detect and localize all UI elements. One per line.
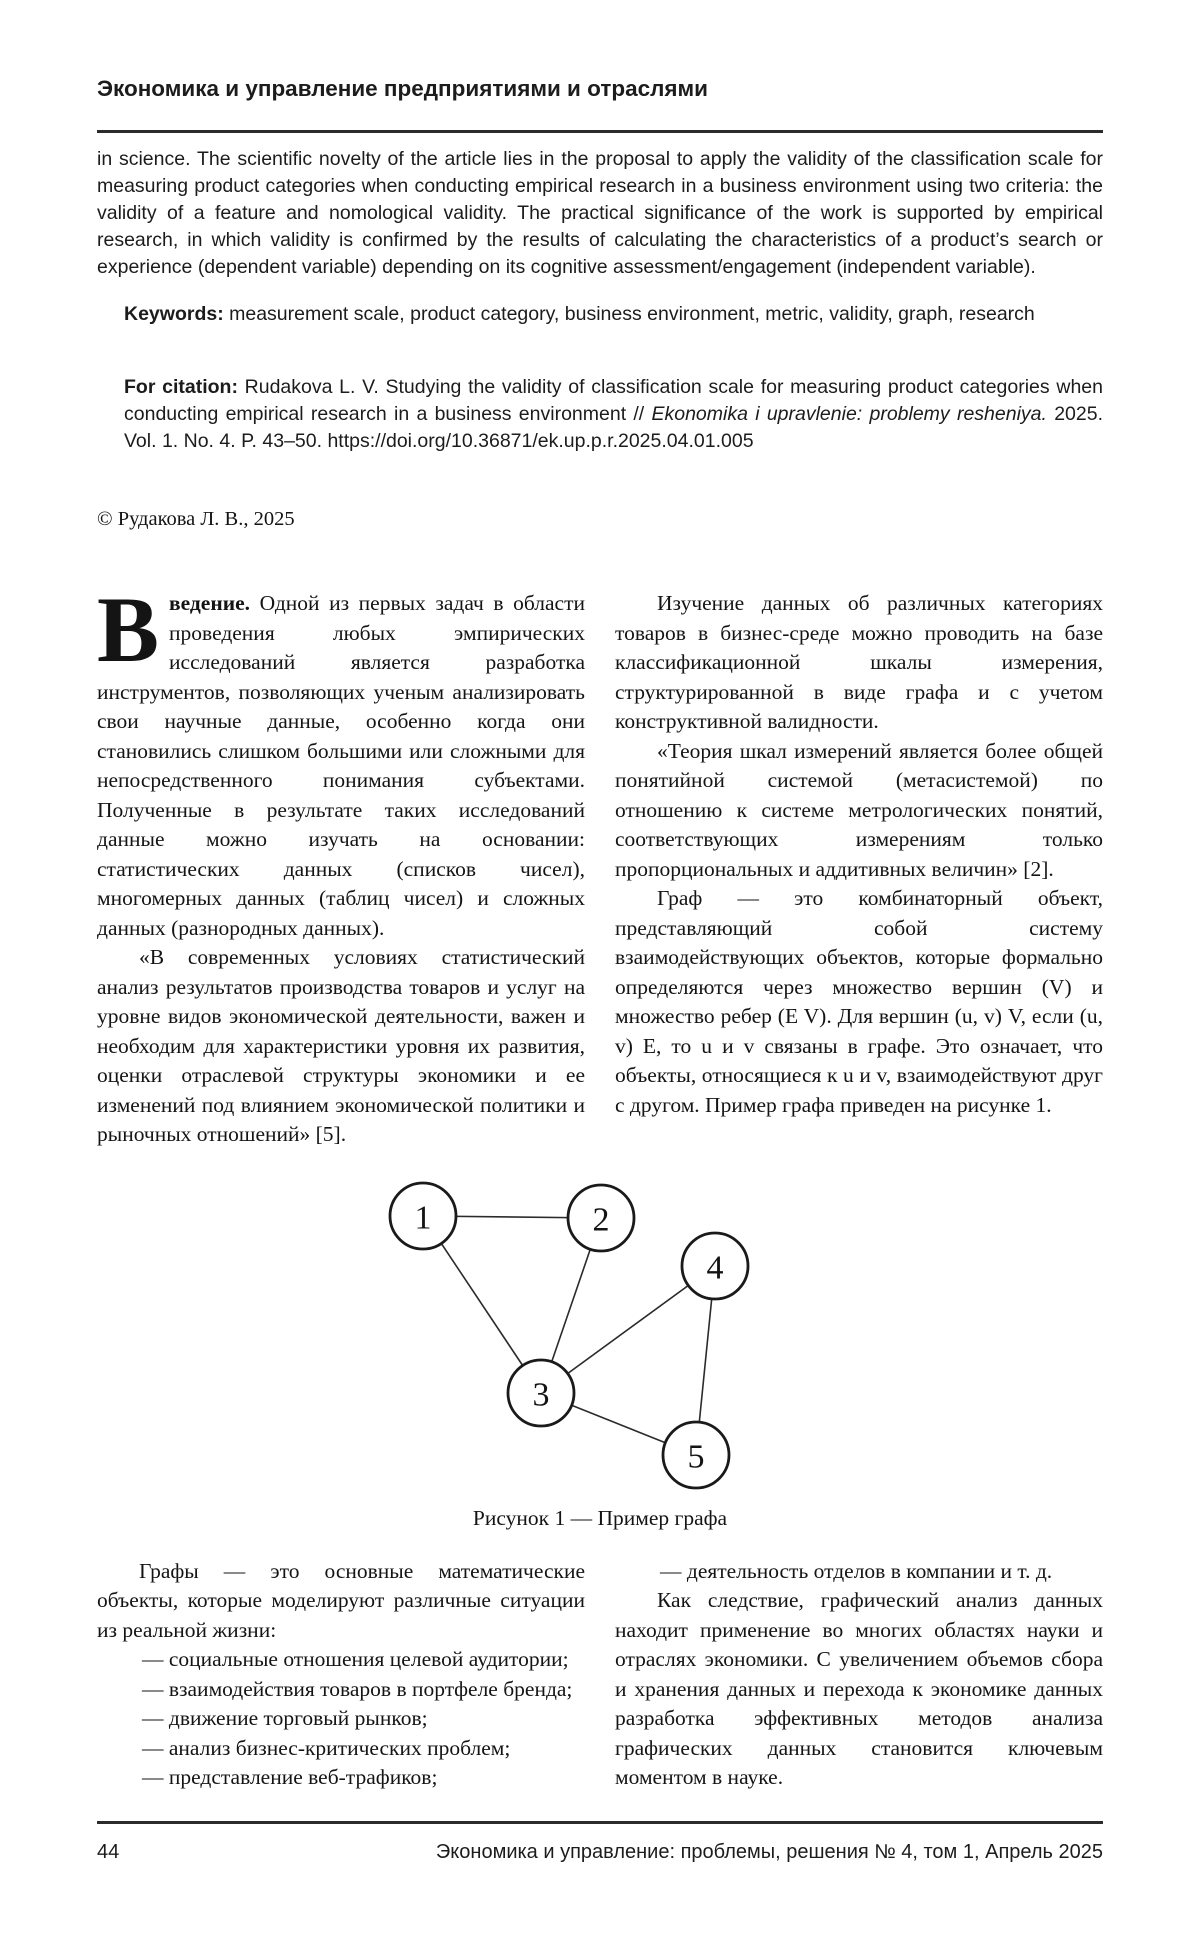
figure-caption: Рисунок 1 — Пример графа <box>472 1505 728 1530</box>
graph-node-label-4: 4 <box>706 1249 724 1287</box>
right-paragraph-3: Граф — это комбинаторный объект, представляющий собой систему взаимодействующих объектов, которые формально определяются через множество вершин (V) и множество ребер (E V). Для вершин (u, v) V, если (u, v) E, то u и v связаны в графе. Это означает, что объекты, относящиеся к u и v, взаимодействуют друг с другом. Пример графа приведен на рисунке 1. <box>615 886 1103 1117</box>
intro-lead-word: ведение. <box>169 591 251 616</box>
footer-row <box>97 1841 1103 1864</box>
body-columns-top <box>97 579 1103 1150</box>
page-number: 44 <box>97 1840 120 1863</box>
copyright-line: © Рудакова Л. В., 2025 <box>97 507 295 530</box>
list-item: — анализ бизнес-критических проблем; <box>142 1735 511 1760</box>
conclusion-paragraph: Как следствие, графический анализ данных находит применение во многих областях науки и отраслях экономики. С увеличением объемов сбора и хранения данных и перехода к экономике данных разработка эффективных методов анализа графических данных становится ключевым моментом в науке. <box>615 1588 1103 1790</box>
graph-figure-svg <box>365 1174 835 1496</box>
intro-paragraph <box>97 579 585 943</box>
list-item: — деятельность отделов в компании и т. д. <box>660 1558 1053 1583</box>
left-column <box>97 579 585 1150</box>
graph-node-label-1: 1 <box>414 1199 432 1237</box>
page-footer <box>97 1793 1103 1934</box>
right-paragraph-2: «Теория шкал измерений является более общей понятийной системой (метасистемой) по отношению к системе метрологических понятий, соответствующих измерениям только пропорциональных и аддитивных величин» [2]. <box>615 738 1103 881</box>
citation-label: For citation: <box>124 376 238 399</box>
right-column <box>615 589 1103 1150</box>
intro-paragraph-text: Одной из первых задач в области проведения любых эмпирических исследований является разработка инструментов, позволяющих ученым анализировать свои научные данные, особенно когда они становились слишком большими или сложными для непосредственного понимания субъектами. Полученные в результате таких исследований данные можно изучать на основании: статистических данных (списков чисел), многомерных данных (таблиц чисел) и сложных данных (разнородных данных). <box>97 591 585 940</box>
citation-journal-name: Ekonomika i upravlenie: problemy resheniya. <box>651 403 1047 426</box>
list-item: — социальные отношения целевой аудитории; <box>142 1647 569 1672</box>
graph-figure <box>97 1174 1103 1531</box>
dropcap-letter: В <box>97 579 160 683</box>
graph-node-label-5: 5 <box>687 1438 705 1476</box>
header-rule <box>97 130 1103 133</box>
footer-rule <box>97 1821 1103 1824</box>
list-item: — взаимодействия товаров в портфеле бренда; <box>142 1676 573 1701</box>
left-column-bottom <box>97 1557 585 1793</box>
right-column-bottom <box>615 1557 1103 1793</box>
list-item: — движение торговый рынков; <box>142 1706 428 1731</box>
body-columns-bottom <box>97 1557 1103 1793</box>
citation-block <box>97 374 1103 455</box>
graph-node-label-2: 2 <box>592 1201 610 1239</box>
keywords-text: measurement scale, product category, business environment, metric, validity, graph, research <box>223 302 1035 325</box>
abstract-continuation: in science. The scientific novelty of the article lies in the proposal to apply the validity of the classification scale for measuring product categories when conducting empirical research in a business environment using two criteria: the validity of a feature and nomological validity. The practical significance of the work is supported by empirical research, in which validity is confirmed by the results of calculating the characteristics of a product’s search or experience (dependent variable) depending on its cognitive assessment/engagement (independent variable). <box>97 148 1103 279</box>
right-paragraph-1: Изучение данных об различных категориях товаров в бизнес-среде можно проводить на базе классификационной шкалы измерения, структурированной в виде графа и с учетом конструктивной валидности. <box>615 591 1103 734</box>
journal-footer-line: Экономика и управление: проблемы, решения № 4, том 1, Апрель 2025 <box>435 1840 1103 1863</box>
list-item: — представление веб-трафиков; <box>142 1765 438 1790</box>
citation-text-start: Rudakova L. V. Studying the validity of classification scale for measuring product categories when conducting empirical research in a business environment // <box>124 376 1103 426</box>
section-title: Экономика и управление предприятиями и отраслями <box>97 76 709 101</box>
left-paragraph-quote: «В современных условиях статистический анализ результатов производства товаров и услуг на уровне видов экономической деятельности, важен и необходим для характеристики уровня их развития, оценки отраслевой структуры экономики и ее изменений под влиянием экономической политики и рыночных отношений» [5]. <box>97 945 585 1147</box>
graph-node-label-3: 3 <box>532 1376 550 1414</box>
citation-text-end: 2025. Vol. 1. No. 4. P. 43–50. https://doi.org/10.36871/ek.up.p.r.2025.04.01.005 <box>124 403 1103 453</box>
graphs-intro-paragraph: Графы — это основные математические объекты, которые моделируют различные ситуации из реальной жизни: <box>97 1558 585 1642</box>
keywords-line <box>97 301 1103 328</box>
keywords-label: Keywords: <box>124 302 224 325</box>
